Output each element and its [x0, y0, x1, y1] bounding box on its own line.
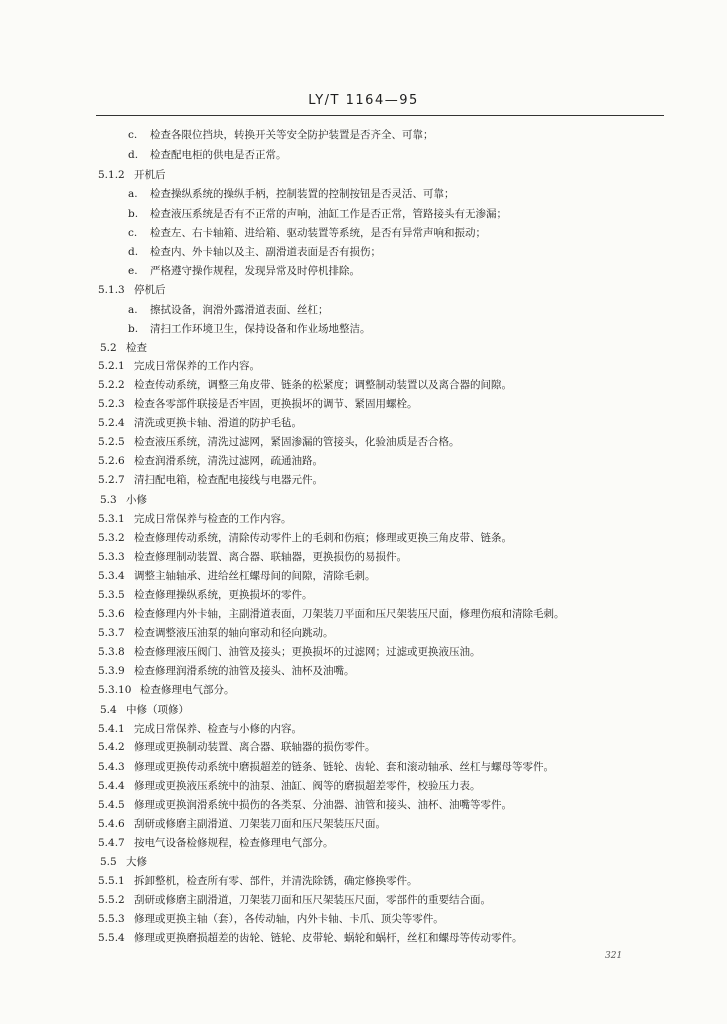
clause-text: 检查内、外卡轴以及主、副滑道表面是否有损伤；: [150, 246, 381, 258]
clause-text: 修理或更换润滑系统中损伤的各类泵、分油器、油管和接头、油杯、油嘴等零件。: [134, 799, 512, 811]
clause-text: 完成日常保养、检查与小修的内容。: [134, 723, 302, 735]
clause-line: [98, 836, 334, 850]
clause-number: c.: [128, 227, 138, 239]
clause-line: [100, 703, 189, 717]
clause-text: 清扫配电箱，检查配电接线与电器元件。: [134, 474, 323, 486]
clause-text: 清洗或更换卡轴、滑道的防护毛毡。: [134, 417, 302, 429]
clause-number: 5.3.10: [98, 684, 132, 696]
clause-text: 检查修理电气部分。: [140, 684, 235, 696]
clause-text: 检查修理制动装置、离合器、联轴器，更换损伤的易损件。: [134, 551, 407, 563]
clause-line: [100, 341, 147, 355]
clause-text: 修理或更换主轴（套），各传动轴，内外卡轴、卡爪、顶尖等零件。: [134, 913, 444, 925]
clause-number: 5.5: [100, 856, 117, 868]
list-item: [128, 226, 486, 240]
clause-number: d.: [128, 149, 139, 161]
clause-text: 按电气设备检修规程，检查修理电气部分。: [134, 837, 334, 849]
clause-line: [98, 607, 565, 621]
clause-line: [98, 397, 418, 411]
clause-line: [100, 493, 147, 507]
page-number: 321: [605, 951, 623, 961]
clause-number: 5.5.3: [98, 913, 125, 925]
standard-header: LY/T 1164—95: [308, 93, 419, 108]
clause-line: [98, 931, 523, 945]
clause-text: 检查液压系统，清洗过滤网，紧固渗漏的管接头，化验油质是否合格。: [134, 436, 460, 448]
clause-text: 检查修理液压阀门、油管及接头；更换损坏的过滤网；过滤或更换液压油。: [134, 646, 481, 658]
clause-number: 5.3.5: [98, 589, 125, 601]
clause-text: 大修: [126, 856, 147, 868]
clause-text: 检查修理传动系统，清除传动零件上的毛刺和伤痕；修理或更换三角皮带、链条。: [134, 532, 512, 544]
clause-line: [98, 454, 323, 468]
clause-text: 检查润滑系统，清洗过滤网，疏通油路。: [134, 455, 323, 467]
clause-number: b.: [128, 208, 139, 220]
list-item: [128, 245, 381, 259]
clause-line: [98, 416, 302, 430]
clause-number: 5.3.1: [98, 513, 125, 525]
list-item: [128, 264, 360, 278]
clause-line: [98, 569, 376, 583]
clause-text: 检查修理操纵系统，更换损坏的零件。: [134, 589, 313, 601]
clause-number: c.: [128, 129, 138, 141]
clause-line: [98, 550, 407, 564]
clause-line: [98, 817, 386, 831]
clause-number: 5.5.2: [98, 894, 125, 906]
clause-number: 5.3.4: [98, 570, 125, 582]
list-item: [128, 148, 287, 162]
clause-number: 5.3.2: [98, 532, 125, 544]
clause-line: [98, 798, 512, 812]
clause-text: 拆卸整机，检查所有零、部件，并清洗除锈，确定修换零件。: [134, 875, 418, 887]
clause-number: 5.5.1: [98, 875, 125, 887]
list-item: [128, 303, 329, 317]
header-rule: [96, 115, 664, 116]
clause-text: 检查调整液压油泵的轴向窜动和径向跳动。: [134, 627, 334, 639]
clause-line: [98, 626, 334, 640]
clause-number: 5.2.6: [98, 455, 125, 467]
clause-text: 擦拭设备，润滑外露滑道表面、丝杠；: [150, 304, 329, 316]
list-item: [128, 322, 371, 336]
clause-text: 检查传动系统，调整三角皮带、链条的松紧度；调整制动装置以及离合器的间隙。: [134, 379, 512, 391]
clause-line: [98, 874, 418, 888]
list-item: [128, 187, 455, 201]
clause-line: [98, 283, 166, 297]
clause-number: 5.4.7: [98, 837, 125, 849]
clause-text: 检查操纵系统的操纵手柄，控制装置的控制按钮是否灵活、可靠；: [150, 188, 455, 200]
clause-number: 5.4.6: [98, 818, 125, 830]
clause-text: 检查液压系统是否有不正常的声响，油缸工作是否正常，管路接头有无渗漏；: [150, 208, 507, 220]
clause-text: 小修: [126, 494, 147, 506]
clause-line: [98, 760, 554, 774]
clause-number: 5.2.2: [98, 379, 125, 391]
clause-text: 开机后: [134, 169, 166, 181]
clause-text: 检查: [126, 342, 147, 354]
clause-text: 清扫工作环境卫生，保持设备和作业场地整洁。: [150, 323, 371, 335]
clause-line: [98, 168, 166, 182]
clause-line: [98, 359, 260, 373]
clause-number: 5.4.4: [98, 780, 125, 792]
clause-line: [98, 893, 491, 907]
clause-text: 完成日常保养的工作内容。: [134, 360, 260, 372]
clause-text: 刮研或修磨主副滑道、刀架装刀面和压尺架装压尺面。: [134, 818, 386, 830]
clause-text: 修理或更换液压系统中的油泵、油缸、阀等的磨损超差零件，校验压力表。: [134, 780, 481, 792]
clause-line: [98, 531, 512, 545]
clause-number: 5.3.3: [98, 551, 125, 563]
clause-number: 5.4.5: [98, 799, 125, 811]
clause-number: 5.3.8: [98, 646, 125, 658]
clause-line: [98, 779, 481, 793]
clause-text: 刮研或修磨主副滑道，刀架装刀面和压尺架装压尺面，零部件的重要结合面。: [134, 894, 491, 906]
clause-number: a.: [128, 304, 138, 316]
clause-text: 检查修理内外卡轴，主副滑道表面，刀架装刀平面和压尺架装压尺面，修理伤痕和清除毛刺。: [134, 608, 565, 620]
clause-text: 检查修理润滑系统的油管及接头、油杯及油嘴。: [134, 665, 355, 677]
clause-number: 5.4.1: [98, 723, 125, 735]
clause-text: 停机后: [134, 284, 166, 296]
list-item: [128, 207, 507, 221]
clause-number: e.: [128, 265, 138, 277]
clause-text: 检查配电柜的供电是否正常。: [150, 149, 287, 161]
clause-number: 5.4.3: [98, 761, 125, 773]
clause-line: [98, 683, 235, 697]
clause-line: [98, 435, 460, 449]
clause-number: 5.3.9: [98, 665, 125, 677]
clause-number: 5.2.3: [98, 398, 125, 410]
clause-number: 5.2.1: [98, 360, 125, 372]
clause-line: [98, 645, 481, 659]
clause-number: 5.4: [100, 704, 117, 716]
clause-line: [98, 912, 444, 926]
clause-number: 5.1.3: [98, 284, 125, 296]
clause-line: [98, 722, 302, 736]
clause-number: 5.3.7: [98, 627, 125, 639]
clause-number: 5.2.5: [98, 436, 125, 448]
clause-text: 调整主轴轴承、进给丝杠螺母间的间隙，清除毛刺。: [134, 570, 376, 582]
clause-text: 修理或更换传动系统中磨损超差的链条、链轮、齿轮、套和滚动轴承、丝杠与螺母等零件。: [134, 761, 554, 773]
clause-text: 中修（项修）: [126, 704, 189, 716]
clause-line: [98, 588, 313, 602]
clause-text: 修理或更换磨损超差的齿轮、链轮、皮带轮、蜗轮和蜗杆，丝杠和螺母等传动零件。: [134, 932, 523, 944]
clause-text: 检查各零部件联接是否牢固，更换损坏的调节、紧固用螺栓。: [134, 398, 418, 410]
list-item: [128, 128, 434, 142]
clause-number: 5.2.7: [98, 474, 125, 486]
clause-text: 检查各限位挡块，转换开关等安全防护装置是否齐全、可靠；: [150, 129, 434, 141]
clause-text: 修理或更换制动装置、离合器、联轴器的损伤零件。: [134, 741, 376, 753]
clause-number: a.: [128, 188, 138, 200]
clause-text: 检查左、右卡轴箱、进给箱、驱动装置等系统，是否有异常声响和振动；: [150, 227, 486, 239]
clause-number: 5.3: [100, 494, 117, 506]
clause-line: [98, 378, 512, 392]
clause-number: b.: [128, 323, 139, 335]
clause-text: 完成日常保养与检查的工作内容。: [134, 513, 292, 525]
clause-line: [98, 740, 376, 754]
clause-text: 严格遵守操作规程，发现异常及时停机排除。: [150, 265, 360, 277]
clause-number: 5.4.2: [98, 741, 125, 753]
clause-number: 5.2: [100, 342, 117, 354]
clause-line: [98, 664, 355, 678]
clause-line: [98, 473, 323, 487]
clause-number: d.: [128, 246, 139, 258]
clause-number: 5.5.4: [98, 932, 125, 944]
clause-line: [98, 512, 292, 526]
clause-number: 5.1.2: [98, 169, 125, 181]
clause-number: 5.3.6: [98, 608, 125, 620]
clause-line: [100, 855, 147, 869]
clause-number: 5.2.4: [98, 417, 125, 429]
